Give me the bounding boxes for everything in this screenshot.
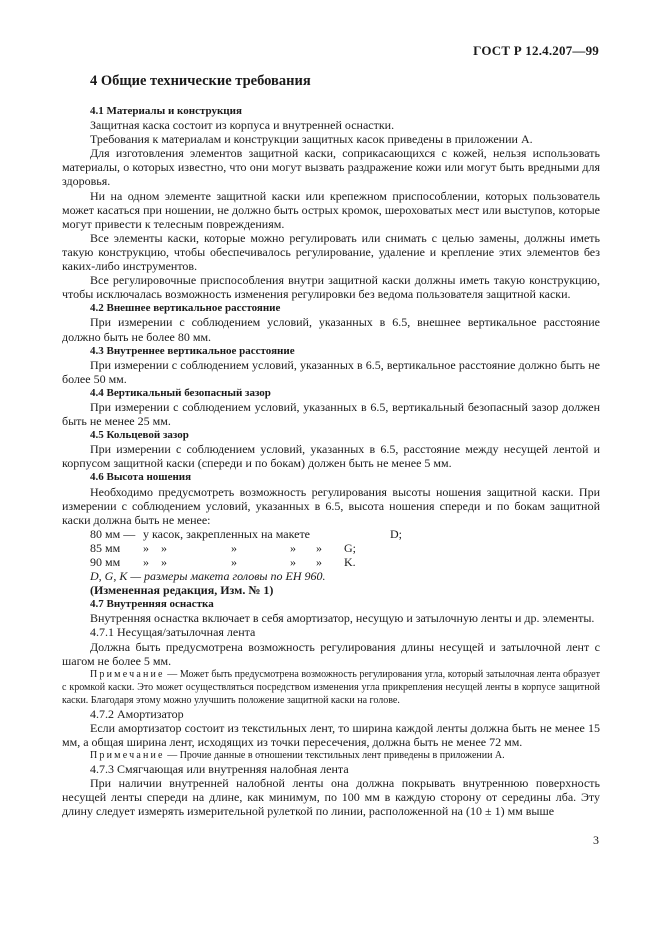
subsection-4-7-1-title: 4.7.1 Несущая/затылочная лента [90,625,256,640]
list-item [90,527,600,541]
paragraph: Для изготовления элементов защитной каски, соприкасающихся с кожей, нельзя использовать материалы, о которых известно, что они могут вызвать раздражение кожи или могут быть вредными для здоровья. [62,146,600,189]
ditto-mark: » [316,540,322,555]
document-code: ГОСТ Р 12.4.207—99 [473,43,599,58]
paragraph: Внутренняя оснастка включает в себя амортизатор, несущую и затылочную ленты и др. элементы. [90,611,595,626]
wear-height-list [90,527,600,569]
list-item [90,555,600,569]
note-text: — Может быть предусмотрена возможность регулирования угла, который затылочная лента образует с кромкой каски. Это может осуществляться посредством изменения угла прикрепления несущей ленты в корпусе защитной каски. Благодаря этому можно улучшить положение защитной каски на голове. [62,668,600,706]
subsection-4-4-title: 4.4 Вертикальный безопасный зазор [90,386,271,399]
height-value: 85 мм [90,540,121,555]
note-label: Примечание [90,668,165,680]
subsection-4-5-title: 4.5 Кольцевой зазор [90,429,189,442]
note-label: Примечание [90,750,165,762]
paragraph: Необходимо предусмотреть возможность регулирования высоты ношения защитной каски. При измерении с соблюдением условий, указанных в 6.5, высота ношения спереди и по бокам защитной каски должна быть не менее: [62,484,600,527]
ditto-mark: » » [143,555,167,569]
paragraph: При измерении с соблюдением условий, указанных в 6.5, вертикальный безопасный зазор должен быть не менее 25 мм. [62,399,600,429]
paragraph: Должна быть предусмотрена возможность регулирования длины несущей и затылочной лент с шагом не более 5 мм. [62,639,600,668]
paragraph: Требования к материалам и конструкции защитных касок приведены в приложении А. [90,132,533,147]
paragraph: При измерении с соблюдением условий, указанных в 6.5, вертикальное расстояние должно быть не более 50 мм. [62,357,600,386]
paragraph: При наличии внутренней налобной ленты она должна покрывать внутреннюю поверхность несущей ленты спереди на длине, как минимум, по 100 мм в каждую сторону от середины лба. Эту длину следует измерять измерительной рулеткой по линии, расположенной на (10 ± 1) мм выше [62,776,600,819]
paragraph: Все элементы каски, которые можно регулировать или снимать с целью замены, должны иметь такую конструкцию, чтобы обеспечивалось регулирование, удаление и крепление этих элементов без каких-либо инструментов. [62,230,600,274]
ditto-mark: » » [143,540,167,555]
page-content [62,70,600,818]
paragraph: Если амортизатор состоит из текстильных лент, то ширина каждой ленты должна быть не менее 15 мм, а общая ширина лент, исходящих из точки пересечения, должна быть не менее 72 мм. [62,720,600,749]
note-2 [62,749,600,762]
ditto-mark: » [231,555,237,569]
height-value: 80 мм — [90,526,136,541]
subsection-4-7-2-title: 4.7.2 Амортизатор [90,706,184,721]
paragraph: Ни на одном элементе защитной каски или крепежном приспособлении, которых пользователь может касаться при ношении, не должно быть острых кромок, шероховатых мест или выступов, которые могут привести к телесным повреждениям. [62,188,600,231]
paragraph: При измерении с соблюдением условий, указанных в 6.5, внешнее вертикальное расстояние должно быть не более 80 мм. [62,315,600,344]
ditto-mark: » [231,540,237,555]
paragraph: Все регулировочные приспособления внутри защитной каски должны иметь такую конструкцию, чтобы исключалась возможность изменения регулировки без ведома пользователя защитной каски. [62,273,600,302]
subsection-4-7-3-title: 4.7.3 Смягчающая или внутренняя налобная лента [90,762,349,777]
headform-size: D; [390,526,402,541]
ditto-mark: » [290,540,296,555]
paragraph: Защитная каска состоит из корпуса и внутренней оснастки. [90,118,395,133]
list-item [90,541,600,555]
note-1 [62,668,600,707]
ditto-mark: » [316,555,322,569]
amendment-line: (Измененная редакция, Изм. № 1) [90,583,274,598]
note-text: — Прочие данные в отношении текстильных лент приведены в приложении А. [164,750,505,762]
subsection-4-3-title: 4.3 Внутреннее вертикальное расстояние [90,344,295,357]
subsection-4-1-title: 4.1 Материалы и конструкция [90,105,242,117]
headform-size: K. [344,555,356,569]
subsection-4-7-title: 4.7 Внутренняя оснастка [90,598,214,611]
headform-size: G; [344,540,356,555]
subsection-4-2-title: 4.2 Внешнее вертикальное расстояние [90,302,281,315]
section-title: 4 Общие технические требования [90,73,311,89]
height-condition: у касок, закрепленных на макете [143,526,311,541]
height-value: 90 мм [90,555,121,569]
paragraph: При измерении с соблюдением условий, указанных в 6.5, расстояние между несущей лентой и корпусом защитной каски (спереди и по бокам) должен быть не менее 5 мм. [62,442,600,471]
ditto-mark: » [290,555,296,569]
subsection-4-6-title: 4.6 Высота ношения [90,471,192,484]
page-number: 3 [593,833,599,847]
legend-line: D, G, K — размеры макета головы по ЕН 960. [90,569,326,584]
